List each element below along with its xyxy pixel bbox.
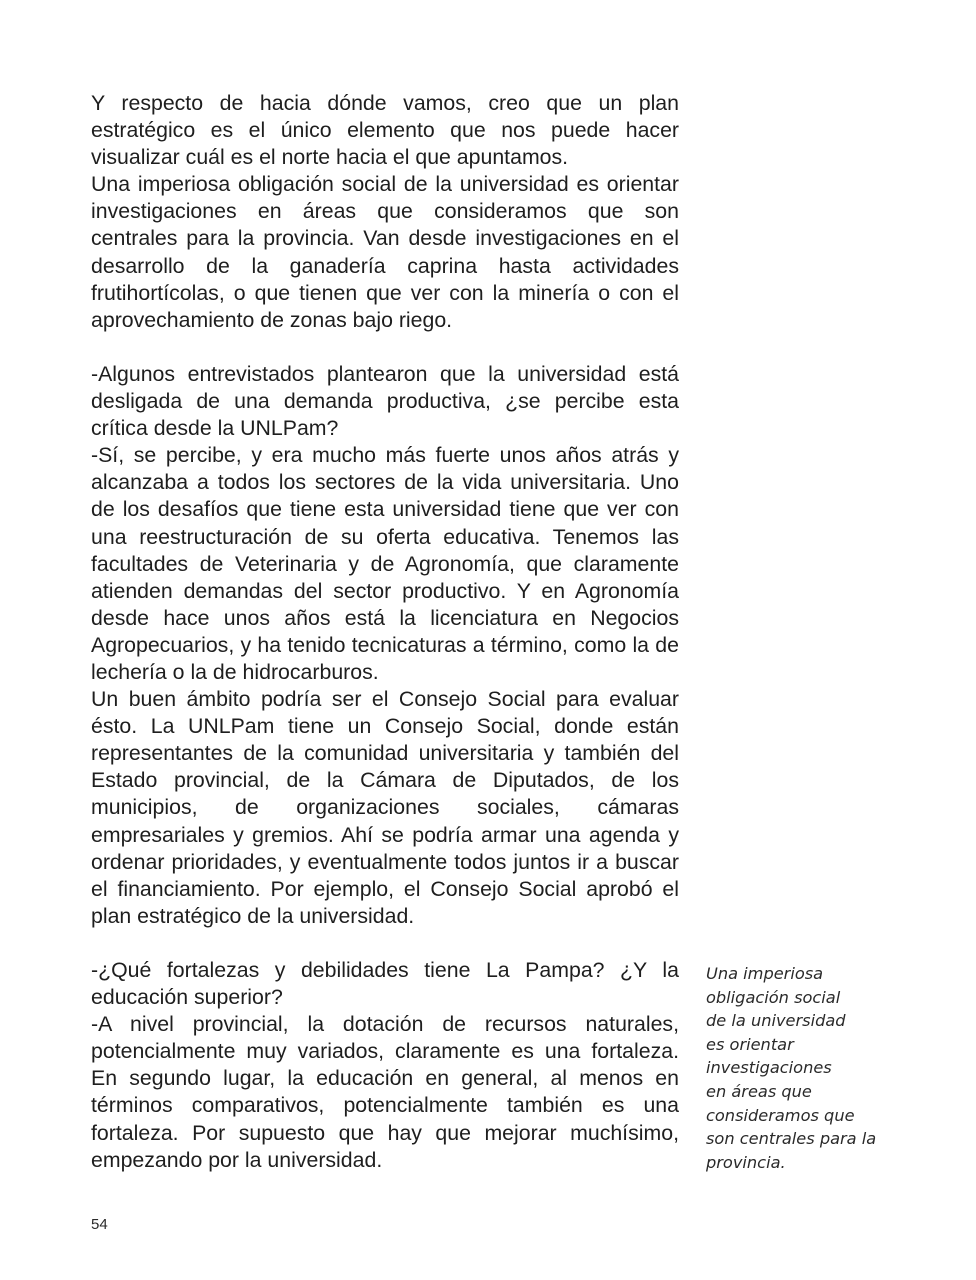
interview-answer-productive-demand: -Sí, se percibe, y era mucho más fuerte unos años atrás y alcanzaba a todos los sectores de la vida universitaria. Uno de los desafíos que tiene esta universidad tiene que ver con una reestructuración de su oferta educativa. Tenemos las facultades de Veterinaria y de Agronomía, que claramente atienden demandas del sector productivo. Y en Agronomía desde hace unos años está la licenciatura en Negocios Agropecuarios, y ha tenido tecnicaturas a término, como la de lechería o la de hidrocarburos. xyxy=(91,443,679,684)
paragraph-social-obligation: Una imperiosa obligación social de la universidad es orientar investigaciones en áreas que consideramos que son centrales para la provincia. Van desde investigaciones en el desarrollo de la ganadería caprina hasta actividades frutihortícolas, o que tienen que ver con la minería o con el aprovechamiento de zonas bajo riego. xyxy=(91,172,679,332)
page-number: 54 xyxy=(91,1216,108,1233)
article-body xyxy=(91,90,679,1174)
paragraph-social-council: Un buen ámbito podría ser el Consejo Social para evaluar ésto. La UNLPam tiene un Consejo Social, donde están representantes de la comunidad universitaria y también del Estado provincial, de la Cámara de Diputados, de los municipios, de organizaciones sociales, cámaras empresariales y gremios. Ahí se podría armar una agenda y ordenar prioridades, y eventualmente todos juntos ir a buscar el financiamiento. Por ejemplo, el Consejo Social aprobó el plan estratégico de la universidad. xyxy=(91,687,679,928)
pull-quote: Una imperiosa obligación social de la universidad es orientar investigaciones en áreas que consideramos que son centrales para la provincia. xyxy=(706,964,877,1172)
interview-answer-strengths: -A nivel provincial, la dotación de recursos naturales, potencialmente muy variados, claramente es una fortaleza. En segundo lugar, la educación en general, al menos en términos comparativos, potencialmente también es una fortaleza. Por supuesto que hay que mejorar muchísimo, empezando por la universidad. xyxy=(91,1012,679,1172)
paragraph-strategic-plan: Y respecto de hacia dónde vamos, creo que un plan estratégico es el único elemento que nos puede hacer visualizar cuál es el norte hacia el que apuntamos. xyxy=(91,91,679,170)
interview-question-productive-demand: -Algunos entrevistados plantearon que la universidad está desligada de una demanda productiva, ¿se percibe esta crítica desde la UNLPam? xyxy=(91,361,679,441)
interview-question-strengths: -¿Qué fortalezas y debilidades tiene La Pampa? ¿Y la educación superior? xyxy=(91,958,679,1010)
